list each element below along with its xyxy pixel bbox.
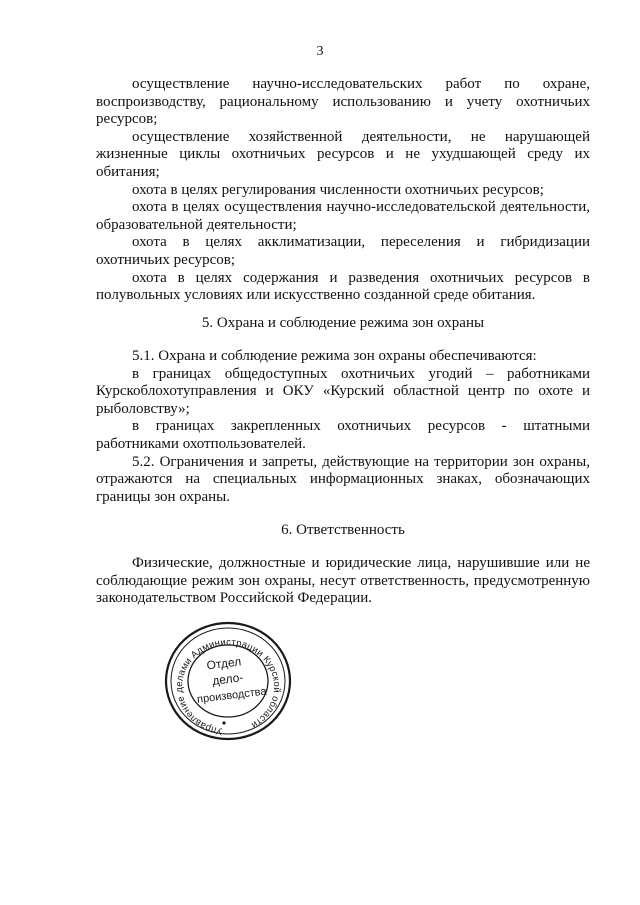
section-6-body [96,555,590,608]
stamp-ring-text: Управление делами Администрации Курской области [173,636,283,737]
section-6-heading: 6. Ответственность [281,522,405,538]
list-item: охота в целях осуществления научно-исследовательской деятельности, образовательной деятельности; [96,199,590,233]
paragraph: 5.2. Ограничения и запреты, действующие на территории зон охраны, отражаются на специальных информационных знаках, обозначающих границы зон охраны. [96,453,590,505]
stamp-line-1: Отдел [205,654,242,673]
list-item: осуществление научно-исследовательских работ по охране, воспроизводству, рациональному использованию и учету охотничьих ресурсов; [96,76,590,128]
svg-text:Управление делами Администраци [174,637,282,737]
section-5-heading: 5. Охрана и соблюдение режима зон охраны [201,315,485,331]
stamp-icon [160,617,296,745]
paragraph: в границах общедоступных охотничьих угодий – работниками Курскоблохотуправления и ОКУ «Курский областной центр по охоте и рыболовству»; [96,365,590,417]
page-number: 3 [316,44,324,59]
stamp-line-2: дело- [211,670,245,688]
paragraph: Физические, должностные и юридические лица, нарушившие или не соблюдающие режим зон охраны, несут ответственность, предусмотренную законодательством Российской Федерации. [96,555,590,607]
paragraph: 5.1. Охрана и соблюдение режима зон охраны обеспечиваются: [132,348,537,364]
list-item: охота в целях содержания и разведения охотничьих ресурсов в полувольных условиях или искусственно созданной среде обитания. [96,269,590,304]
permitted-activities-list [96,76,590,305]
list-item: охота в целях акклиматизации, переселения и гибридизации охотничьих ресурсов; [96,234,590,268]
list-item: охота в целях регулирования численности охотничьих ресурсов; [132,181,544,198]
official-stamp [160,617,296,745]
list-item: осуществление хозяйственной деятельности, не нарушающей жизненные циклы охотничьих ресурсов и не ухудшающей среду их обитания; [96,128,590,180]
stamp-line-3: производства [196,685,268,706]
paragraph: в границах закрепленных охотничьих ресурсов - штатными работниками охотпользователей. [96,418,590,452]
section-5-body [96,348,590,506]
